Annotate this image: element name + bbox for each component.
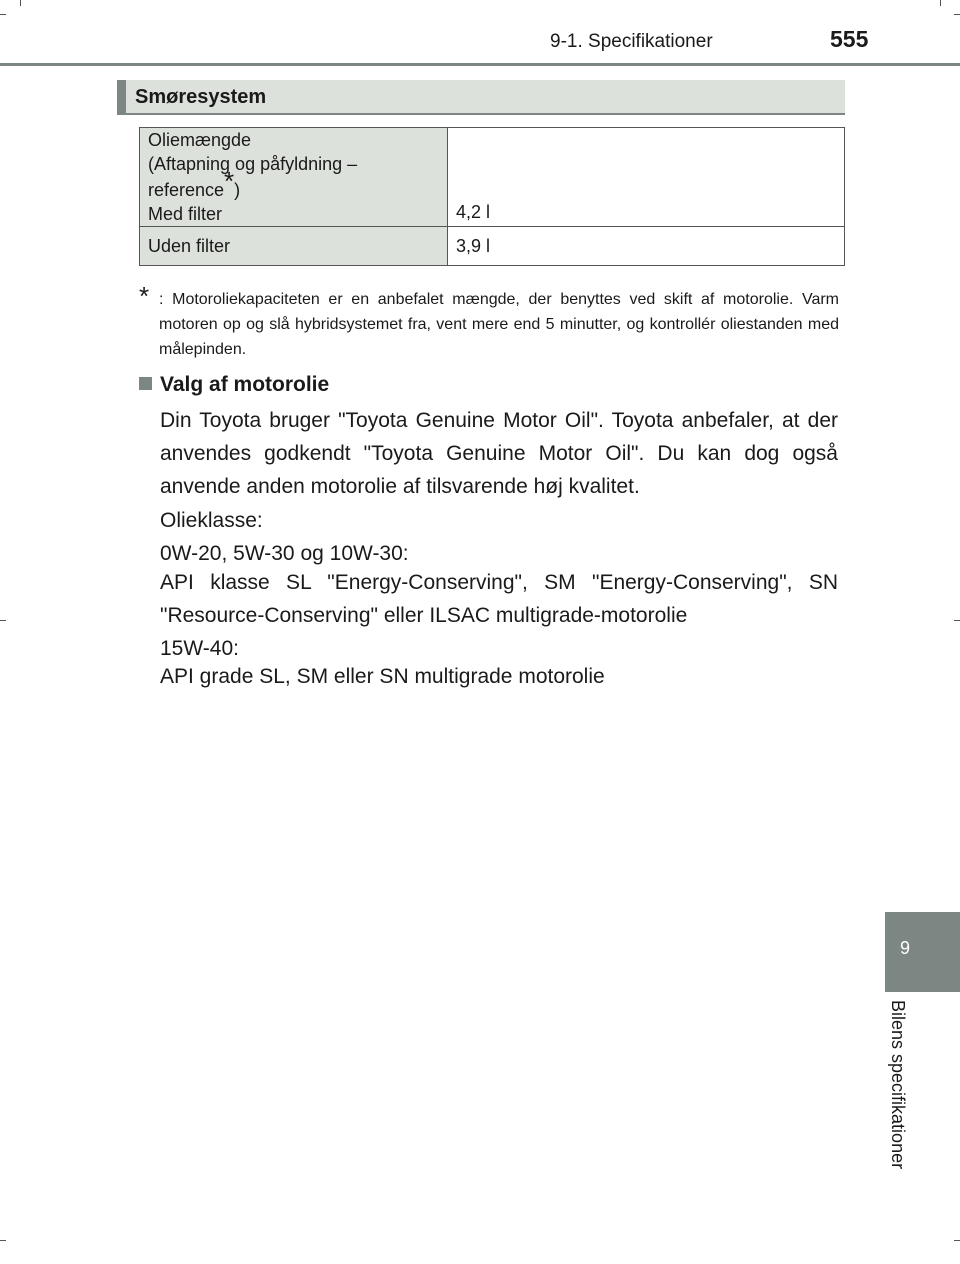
table-row bbox=[140, 227, 845, 266]
table-row-value: 3,9 l bbox=[448, 227, 845, 266]
table-label-line bbox=[148, 166, 439, 202]
square-bullet-icon bbox=[139, 377, 152, 390]
header-rule bbox=[0, 63, 960, 66]
table-cell-value bbox=[448, 128, 845, 227]
running-header-section: 9-1. Specifikationer bbox=[550, 31, 713, 52]
chapter-tab bbox=[885, 912, 960, 992]
table-row-label: Med filter bbox=[148, 204, 223, 224]
table-row bbox=[140, 128, 845, 227]
footnote-text: : Motoroliekapaciteten er en anbefalet mængde, der benyttes ved skift af motorolie. Varm motoren op og slå hybridsystemet fra, vent mere end 5 minutter, og kontrollér oliestanden med målepinden. bbox=[159, 291, 839, 358]
subsection-title: Valg af motorolie bbox=[160, 373, 330, 396]
subsection-heading bbox=[139, 373, 329, 397]
grade-title: 15W-40: bbox=[160, 637, 239, 660]
table-label-line: Oliemængde bbox=[148, 130, 252, 150]
crop-mark bbox=[0, 14, 6, 15]
footnote bbox=[139, 281, 839, 362]
chapter-label: Bilens specifikationer bbox=[888, 1000, 908, 1170]
oil-capacity-table bbox=[139, 127, 845, 266]
intro-paragraph: Din Toyota bruger "Toyota Genuine Motor Oil". Toyota anbefaler, at der anvendes godkendt "Toyota Genuine Motor Oil". Du kan dog også anvende anden motorolie af tilsvarende høj kvalitet. bbox=[160, 409, 838, 498]
crop-mark bbox=[0, 620, 6, 621]
crop-mark bbox=[940, 0, 941, 6]
chapter-number: 9 bbox=[899, 938, 910, 958]
crop-mark bbox=[954, 14, 960, 15]
table-row-value: 4,2 l bbox=[456, 202, 491, 222]
chapter-label-wrap bbox=[888, 1000, 928, 1190]
table-cell-label bbox=[140, 128, 448, 227]
oil-class-label: Olieklasse: bbox=[160, 509, 263, 532]
crop-mark bbox=[954, 620, 960, 621]
crop-mark bbox=[954, 1240, 960, 1241]
table-label-reference: reference bbox=[148, 180, 225, 200]
grade-description: API grade SL, SM eller SN multigrade motorolie bbox=[160, 665, 605, 688]
table-label-suffix: ) bbox=[234, 180, 241, 200]
page-number: 555 bbox=[830, 26, 869, 52]
table-label-line: (Aftapning og påfyldning – bbox=[148, 154, 358, 174]
footnote-asterisk: * bbox=[224, 166, 235, 196]
crop-mark bbox=[20, 0, 21, 6]
grade-title: 0W-20, 5W-30 og 10W-30: bbox=[160, 542, 409, 565]
section-accent bbox=[117, 80, 126, 115]
crop-mark bbox=[0, 1240, 6, 1241]
footnote-mark: * bbox=[139, 281, 150, 311]
section-title: Smøresystem bbox=[135, 86, 267, 108]
grade-description: API klasse SL "Energy-Conserving", SM "Energy-Conserving", SN "Resource-Conserving" eller ILSAC multigrade-motorolie bbox=[160, 571, 838, 627]
section-title-bar bbox=[117, 80, 845, 115]
table-row-label: Uden filter bbox=[140, 227, 448, 266]
